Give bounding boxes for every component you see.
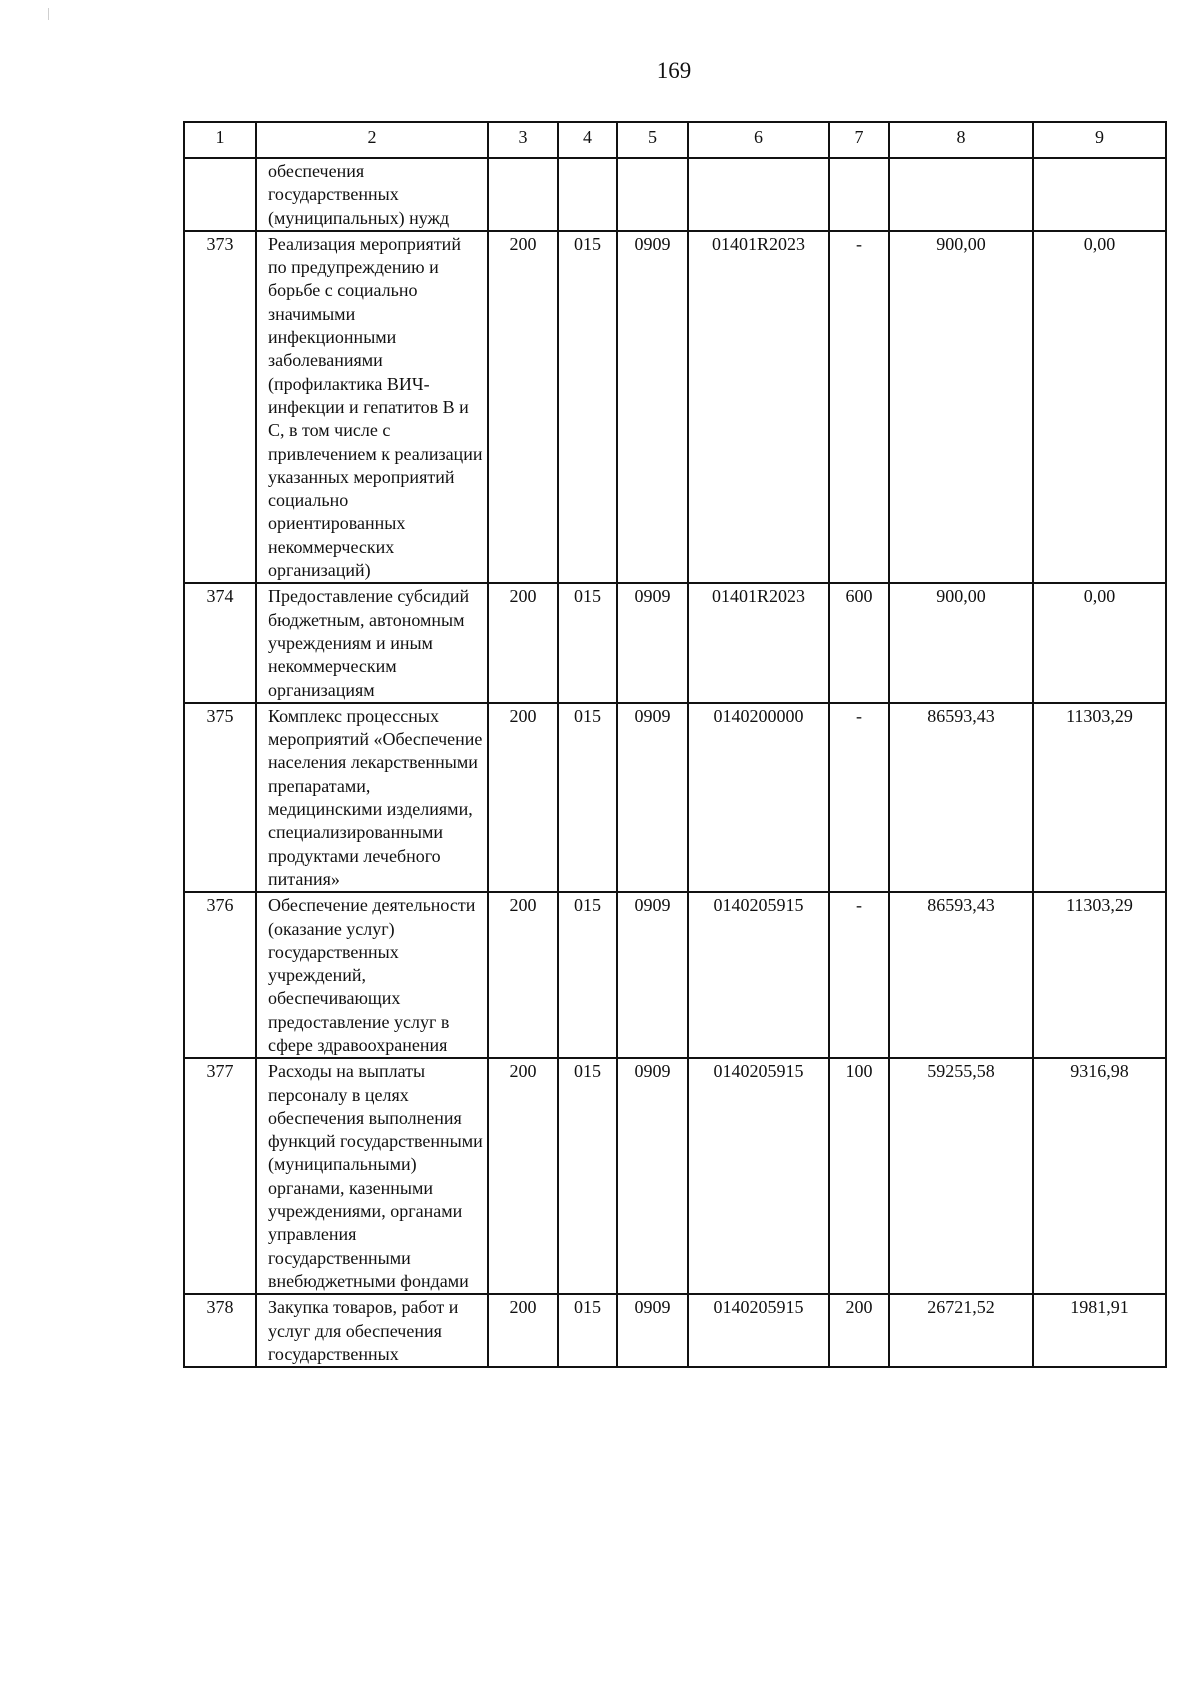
cell-col9: 1981,91 [1033,1294,1166,1367]
cell-col7 [829,158,889,231]
row-name-cell: Обеспечение деятельности (оказание услуг) государственных учреждений, обеспечивающих предоставление услуг в сфере здравоохранения [256,892,488,1058]
cell-col9: 0,00 [1033,231,1166,583]
row-name-cell: Расходы на выплаты персоналу в целях обеспечения выполнения функций государственными (муниципальными) органами, казенными учреждениями, органами управления государственными внебюджетными фондами [256,1058,488,1294]
table-row [184,583,1166,702]
cell-col8: 86593,43 [889,703,1033,892]
column-header: 1 [184,122,256,158]
cell-col3: 200 [488,892,558,1058]
cell-col5: 0909 [617,231,688,583]
cell-col4: 015 [558,703,617,892]
row-number-cell: 376 [184,892,256,1058]
cell-col8: 900,00 [889,231,1033,583]
column-header: 8 [889,122,1033,158]
cell-col6: 0140200000 [688,703,829,892]
cell-col6: 0140205915 [688,1058,829,1294]
cell-col5: 0909 [617,1294,688,1367]
cell-col9: 11303,29 [1033,892,1166,1058]
cell-col7: - [829,892,889,1058]
cell-col6 [688,158,829,231]
row-number-cell: 375 [184,703,256,892]
cell-col4: 015 [558,231,617,583]
cell-col7: 600 [829,583,889,702]
column-header: 3 [488,122,558,158]
cell-col9 [1033,158,1166,231]
row-number-cell [184,158,256,231]
column-header: 6 [688,122,829,158]
column-header: 7 [829,122,889,158]
cell-col6: 0140205915 [688,1294,829,1367]
table-row [184,892,1166,1058]
cell-col5: 0909 [617,1058,688,1294]
cell-col6: 0140205915 [688,892,829,1058]
cell-col5: 0909 [617,892,688,1058]
cell-col8: 59255,58 [889,1058,1033,1294]
row-number-cell: 378 [184,1294,256,1367]
cell-col5: 0909 [617,703,688,892]
row-name-cell: Реализация мероприятий по предупреждению и борьбе с социально значимыми инфекционными заболеваниями (профилактика ВИЧ-инфекции и гепатитов В и С, в том числе с привлечением к реализации указанных мероприятий социально ориентированных некоммерческих организаций) [256,231,488,583]
cell-col6: 01401R2023 [688,583,829,702]
table-row [184,158,1166,231]
cell-col5 [617,158,688,231]
cell-col3: 200 [488,1058,558,1294]
table-row [184,1058,1166,1294]
page-number: 169 [656,58,692,83]
cell-col7: 100 [829,1058,889,1294]
cell-col4: 015 [558,892,617,1058]
table-header-row [184,122,1166,158]
cell-col8: 86593,43 [889,892,1033,1058]
cell-col3: 200 [488,703,558,892]
cell-col4: 015 [558,583,617,702]
cell-col3: 200 [488,1294,558,1367]
cell-col3: 200 [488,231,558,583]
row-name-cell: Предоставление субсидий бюджетным, автономным учреждениям и иным некоммерческим организациям [256,583,488,702]
cell-col9: 0,00 [1033,583,1166,702]
cell-col8: 900,00 [889,583,1033,702]
budget-table [183,121,1167,1368]
row-name-cell: обеспечения государственных (муниципальных) нужд [256,158,488,231]
column-header: 5 [617,122,688,158]
cell-col7: - [829,703,889,892]
cell-col5: 0909 [617,583,688,702]
column-header: 4 [558,122,617,158]
cell-col4: 015 [558,1058,617,1294]
cell-col7: 200 [829,1294,889,1367]
row-number-cell: 374 [184,583,256,702]
cell-col4 [558,158,617,231]
table-row [184,703,1166,892]
row-number-cell: 373 [184,231,256,583]
scan-mark [48,8,49,20]
cell-col8 [889,158,1033,231]
cell-col3 [488,158,558,231]
cell-col7: - [829,231,889,583]
cell-col3: 200 [488,583,558,702]
table-row [184,231,1166,583]
column-header: 2 [256,122,488,158]
cell-col8: 26721,52 [889,1294,1033,1367]
cell-col9: 11303,29 [1033,703,1166,892]
cell-col6: 01401R2023 [688,231,829,583]
cell-col9: 9316,98 [1033,1058,1166,1294]
table-row [184,1294,1166,1367]
row-name-cell: Закупка товаров, работ и услуг для обеспечения государственных [256,1294,488,1367]
row-number-cell: 377 [184,1058,256,1294]
column-header: 9 [1033,122,1166,158]
cell-col4: 015 [558,1294,617,1367]
row-name-cell: Комплекс процессных мероприятий «Обеспечение населения лекарственными препаратами, медицинскими изделиями, специализированными продуктами лечебного питания» [256,703,488,892]
